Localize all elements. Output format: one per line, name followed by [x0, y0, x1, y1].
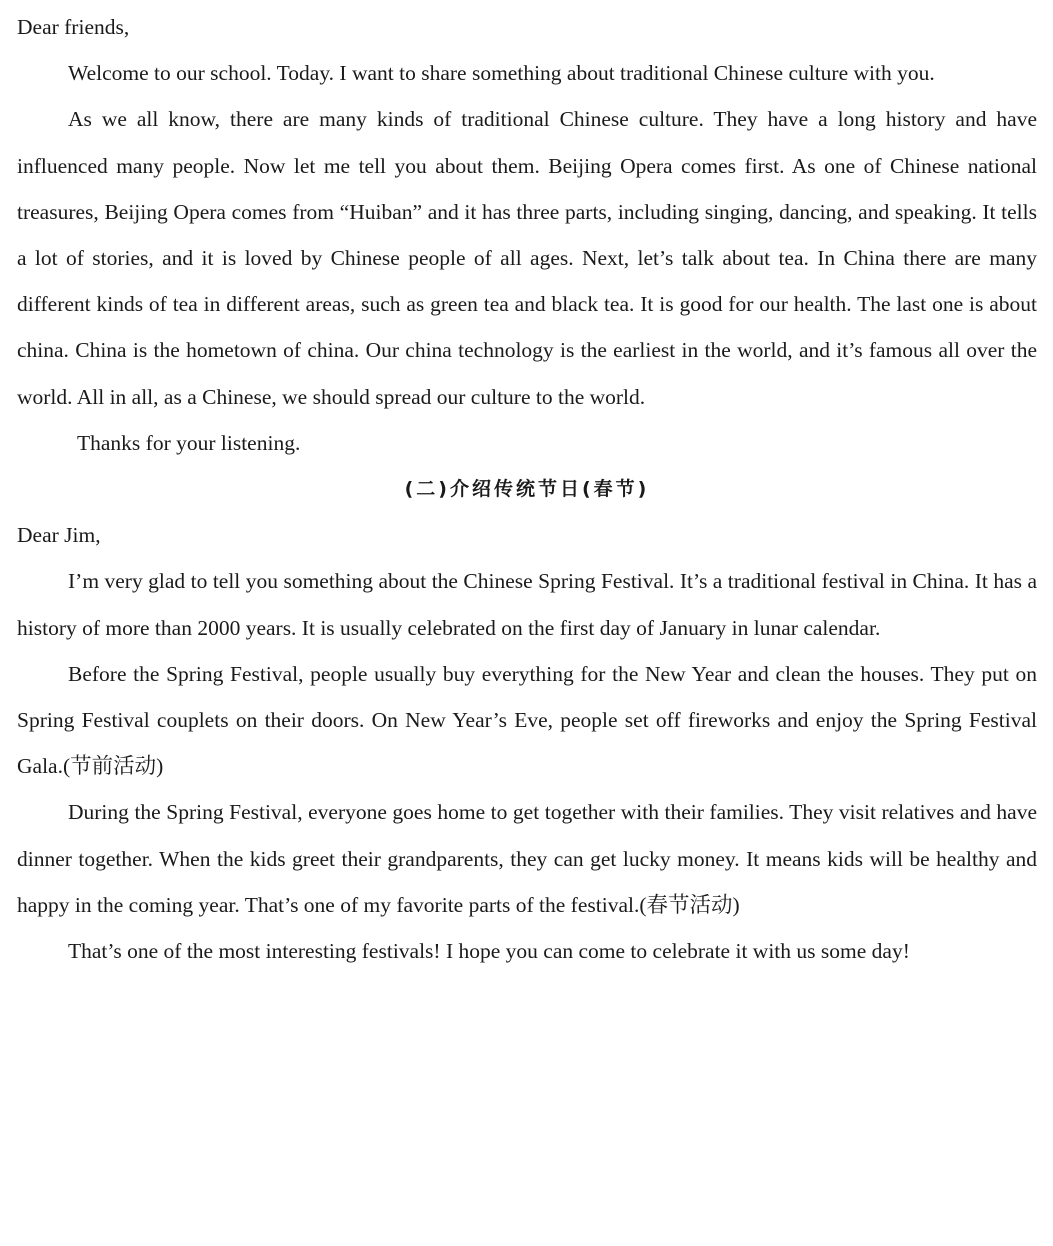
letter1-salutation: Dear friends, [17, 15, 130, 39]
letter1-paragraph-culture: As we all know, there are many kinds of traditional Chinese culture. They have a long history and have influenced many people. Now let me tell you about them. Beijing Opera comes first. As one of Chinese national treasures, Beijing Opera comes from “Huiban” and it has three parts, including singing, dancing, and speaking. It tells a lot of stories, and it is loved by Chinese people of all ages. Next, let’s talk about tea. In China there are many different kinds of tea in different areas, such as green tea and black tea. It is good for our health. The last one is about china. China is the hometown of china. Our china technology is the earliest in the world, and it’s famous all over the world. All in all, as a Chinese, we should spread our culture to the world. [17, 107, 1037, 409]
section-heading: (二)介绍传统节日(春节) [404, 478, 650, 501]
letter1-closing: Thanks for your listening. [77, 430, 301, 455]
letter1-paragraph-welcome: Welcome to our school. Today. I want to share something about traditional Chinese culture with you. [68, 61, 935, 86]
letter2-salutation: Dear Jim, [17, 523, 101, 548]
letter2-paragraph-intro: I’m very glad to tell you something about the Chinese Spring Festival. It’s a traditional festival in China. It has a history of more than 2000 years. It is usually celebrated on the first day of January in lunar calendar. [17, 569, 1037, 640]
letter2-paragraph-closing: That’s one of the most interesting festivals! I hope you can come to celebrate it with us some day! [68, 939, 910, 964]
letter2-paragraph-during-festival: During the Spring Festival, everyone goes home to get together with their families. They visit relatives and have dinner together. When the kids greet their grandparents, they can get lucky money. It means kids will be healthy and happy in the coming year. That’s one of my favorite parts of the festival.(春节活动) [17, 800, 1037, 917]
letter2-paragraph-before-festival: Before the Spring Festival, people usually buy everything for the New Year and clean the houses. They put on Spring Festival couplets on their doors. On New Year’s Eve, people set off fireworks and enjoy the Spring Festival Gala.(节前活动) [17, 661, 1037, 779]
